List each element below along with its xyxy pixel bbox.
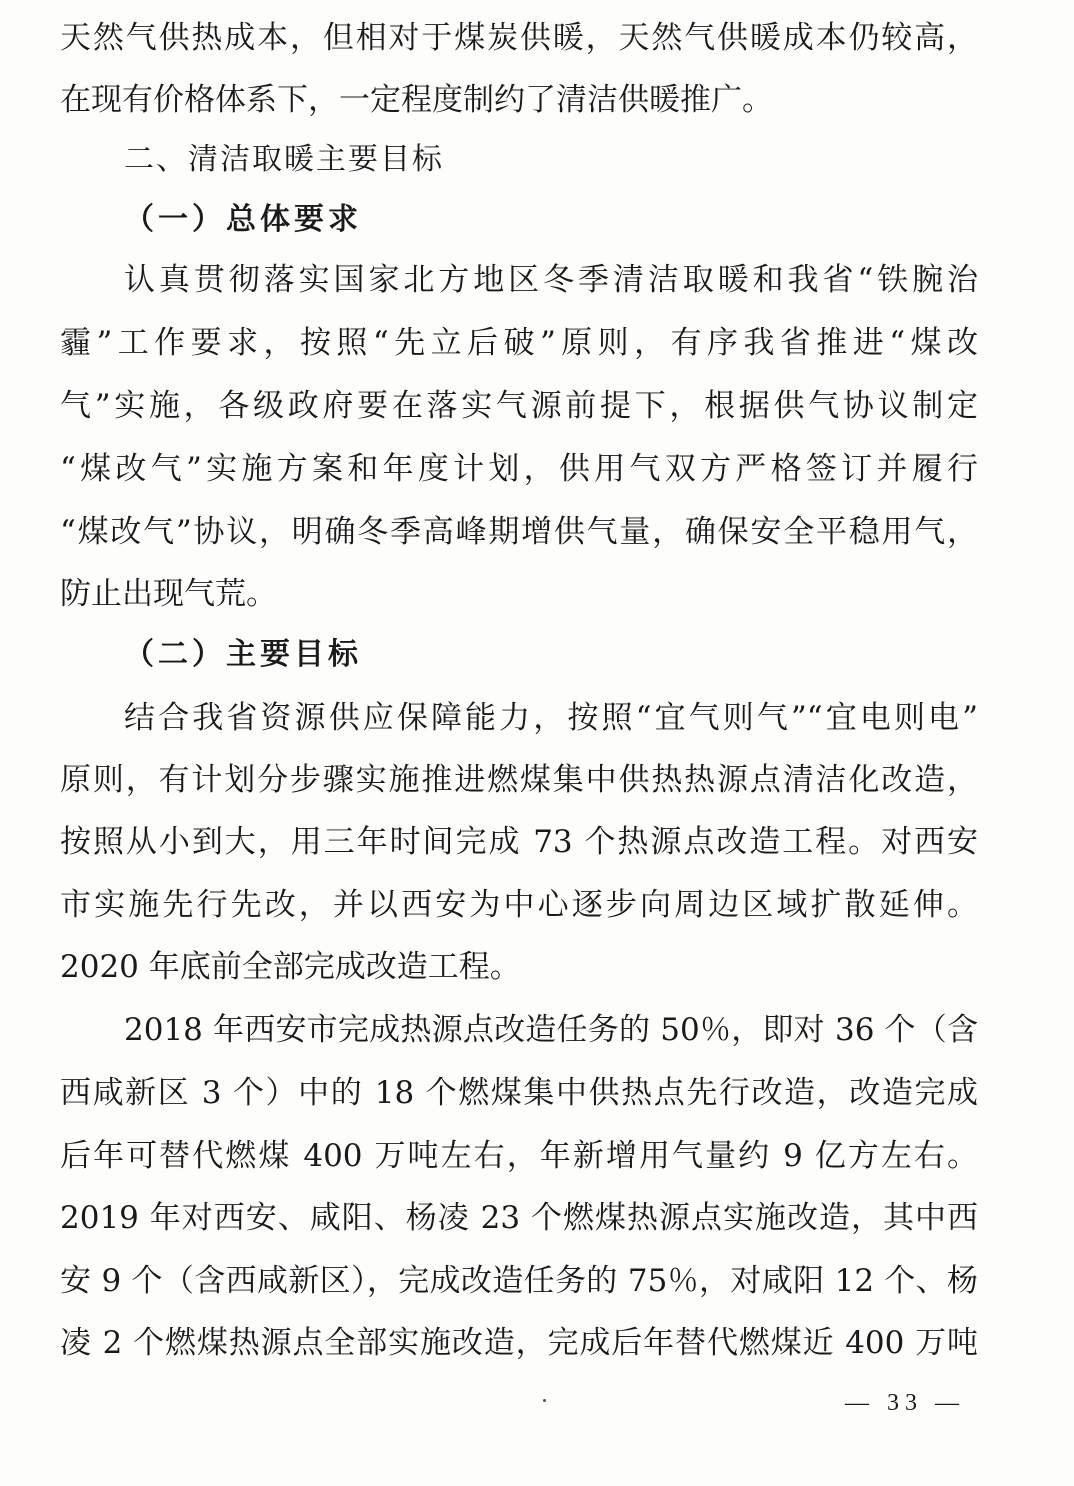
paragraph-line: 原则，有计划分步骤实施推进燃煤集中供热热源点清洁化改造， xyxy=(60,762,978,798)
paragraph-line: “煤改气”实施方案和年度计划，供用气双方严格签订并履行 xyxy=(60,451,978,487)
section-heading: 二、清洁取暖主要目标 xyxy=(124,142,444,177)
paragraph-line: 霾”工作要求，按照“先立后破”原则，有序我省推进“煤改 xyxy=(60,325,978,361)
paragraph-line: 2020 年底前全部完成改造工程。 xyxy=(60,949,521,985)
scan-speck xyxy=(543,1399,546,1402)
paragraph-line: 2018 年西安市完成热源点改造任务的 50％，即对 36 个（含 xyxy=(124,1012,978,1048)
paragraph-line: 防止出现气荒。 xyxy=(60,576,277,612)
subsection-heading: （二）主要目标 xyxy=(124,637,362,672)
paragraph-line: 市实施先行先改，并以西安为中心逐步向周边区域扩散延伸。 xyxy=(60,887,978,923)
subsection-heading: （一）总体要求 xyxy=(124,202,362,237)
paragraph-line: 后年可替代燃煤 400 万吨左右，年新增用气量约 9 亿方左右。 xyxy=(60,1138,978,1174)
paragraph-line: 西咸新区 3 个）中的 18 个燃煤集中供热点先行改造，改造完成 xyxy=(60,1075,978,1111)
paragraph-line: 气”实施，各级政府要在落实气源前提下，根据供气协议制定 xyxy=(60,388,978,424)
page-number: — 33 — xyxy=(845,1390,965,1416)
paragraph-line: “煤改气”协议，明确冬季高峰期增供气量，确保安全平稳用气， xyxy=(60,514,978,550)
paragraph-line: 按照从小到大，用三年时间完成 73 个热源点改造工程。对西安 xyxy=(60,824,978,860)
paragraph-line: 在现有价格体系下，一定程度制约了清洁供暖推广。 xyxy=(60,82,773,118)
paragraph-line: 安 9 个（含西咸新区），完成改造任务的 75％，对咸阳 12 个、杨 xyxy=(60,1263,978,1299)
paragraph-line: 认真贯彻落实国家北方地区冬季清洁取暖和我省“铁腕治 xyxy=(124,262,978,298)
paragraph-line: 2019 年对西安、咸阳、杨凌 23 个燃煤热源点实施改造，其中西 xyxy=(60,1200,978,1236)
paragraph-line: 凌 2 个燃煤热源点全部实施改造，完成后年替代燃煤近 400 万吨 xyxy=(60,1325,978,1361)
paragraph-line: 结合我省资源供应保障能力，按照“宜气则气”“宜电则电” xyxy=(124,700,978,736)
paragraph-line: 天然气供热成本，但相对于煤炭供暖，天然气供暖成本仍较高， xyxy=(60,20,978,56)
